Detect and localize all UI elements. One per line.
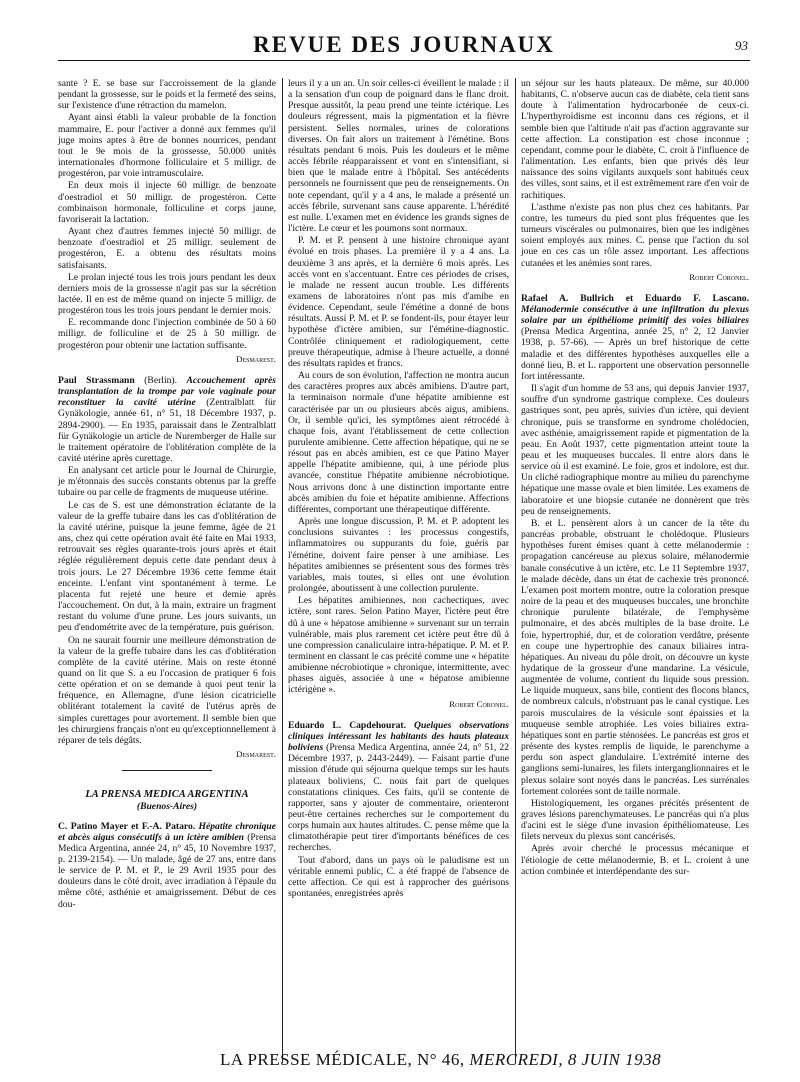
author-signature: Desmarest. [236, 353, 276, 364]
paragraph: leurs il y a un an. Un soir celles-ci éveillent le malade : il a la sensation d'un coup de poignard dans le flanc droit. Presque aussitôt, la peau prend une teinte ictérique. Les douleurs régressent, mais la pigmentation et la fièvre persistent. Selles normales, urines de colorations diverses. On fait alors un traitement à l'émétine. Bons résultats pendant 6 mois. Puis les douleurs et le même accès fébrile réapparaissent et vont en s'intensifiant, si bien que le malade entre à l'hôpital. Ses antécédents personnels ne fournissent que peu de renseignements. On note cependant, qu'il y a 4 ans, le malade a présenté un accès fébrile, survenant sans cause apparente. L'hérédité est nulle. L'examen met en évidence les grands signes de l'ictère. Le cœur et les poumons sont normaux. [288, 78, 509, 235]
page-footer [220, 1050, 661, 1070]
paragraph: E. recommande donc l'injection combinée de 50 à 60 milligr. de folliculine et de 25 à 50 milligr. de progestéron pour obtenir une lactation suffisante. [58, 317, 276, 351]
page-number: 93 [735, 38, 748, 53]
paragraph: Il s'agit d'un homme de 53 ans, qui depuis Janvier 1937, souffre d'un syndrome gastrique complexe. Ces douleurs gastriques sont, peu après, suivies d'un ictère, qui devient chronique, puis se transforme en syndrome cholédocien, avec asthénie, amaigrissement rapide et pigmentation de la peau. En Août 1937, cette pigmentation atteint toute la peau et les muqueuses buccales. Il entre alors dans le service où il est examiné. Le foie, gros et indolore, est dur. Un cliché radiographique montre au milieu du parenchyme hépatique une masse ovale et bien limitée. Les examens de laboratoire et une biopsie cutanée ne donnèrent que très peu de renseignements. [521, 383, 749, 517]
paragraph: En deux mois il injecte 60 milligr. de benzoate d'oestradiol et 50 milligr. de progestéron. Cette combinaison hormonale, folliculine et corps jaune, favoriserait la lactation. [58, 180, 276, 225]
paragraph: Les hépatites amibiennes, non cachectiques, avec ictère, sont rares. Selon Patino Mayer, l'ictère peut être dû à une « hépatose amibienne » survenant sur un terrain vulnérable, mais plus rarement cet ictère peut être dû à une compression canaliculaire intra-hépatique. P. M. et P. terminent en classant le cas précité comme une « hépatite amibienne nécrobiotique » chronique, intermittente, avec phases aiguës, associée à une « hépatose amibienne ictérigène ». [288, 595, 509, 696]
paragraph: Après avoir cherché le processus mécanique et l'étiologie de cette mélanodermie, B. et L. croient à une action combinée et interdépendante des sur- [521, 843, 749, 877]
paragraph: Le prolan injecté tous les trois jours pendant les deux derniers mois de la grossesse n'agit pas sur la sécrétion lactée. Il en est de même quand on injecte 5 milligr. de progestéron tous les trois jours pendant le dernier mois. [58, 271, 276, 317]
page-header [58, 30, 750, 61]
article-title: Hépatite chronique et abcès aigus consécutifs à un ictère amibien [58, 820, 276, 843]
author-signature: Robert Coronel. [449, 698, 509, 709]
paragraph: Ayant chez d'autres femmes injecté 50 milligr. de benzoate d'oestradiol et 25 milligr. seulement de progestéron, E. a obtenu des résultats moins satisfaisants. [58, 226, 276, 271]
article-heading [58, 821, 276, 910]
column-2 [288, 78, 509, 900]
column-1 [58, 78, 276, 911]
paragraph: Histologiquement, les organes précités présentent de graves lésions parenchymateuses. Le pancréas qui n'a plus d'acini est le siège d'une invasion épithéliomateuse. Les filets nerveux du plexus sont cancérisés. [521, 797, 749, 843]
paragraph: Ayant ainsi établi la valeur probable de la fonction mammaire, E. pour l'activer a donné aux femmes qu'il juge moins aptes à être de bonnes nourrices, pendant tout le 9e mois de la grossesse, 50.000 unités internationales d'hormone folliculaire et 5 milligr. de progestéron, par voie intramusculaire. [58, 112, 276, 180]
paragraph: Le cas de S. est une démonstration éclatante de la valeur de la greffe tubaire dans les cas d'oblitération de la cavité utérine, puisque la jeune femme, âgée de 21 ans, chez qui cette opération avait été faite en Mai 1933, retrouvait ses règles quarante-trois jours après et était réglée régulièrement depuis cette date pendant deux à trois jours. Le 27 Décembre 1936 cette femme était enceinte. L'enfant vint spontanément à terme. Le placenta fut rejeté une heure et demie après l'accouchement. On dut, à la main, extraire un fragment restant du volume d'une prune. Les jours suivants, un peu d'endométrite avec de la température, puis guérison. [58, 499, 276, 634]
article-author: Paul Strassmann [58, 374, 135, 386]
page-title: REVUE DES JOURNAUX [253, 32, 555, 57]
paragraph: sante ? E. se base sur l'accroissement de la glande pendant la grossesse, sur le poids et la fermeté des seins, sur l'existence d'une rétraction du mamelon. [58, 78, 276, 112]
paragraph: En analysant cet article pour le Journal de Chirurgie, je m'étonnais des succès constants obtenus par la greffe tubaire ou par celle de fragments de muqueuse utérine. [58, 465, 276, 499]
article-author: Eduardo L. Capdehourat. [288, 719, 406, 731]
author-place: (Berlin). [134, 374, 187, 386]
footer-journal: LA PRESSE MÉDICALE, N° 46, [220, 1050, 470, 1069]
article-author: C. Patino Mayer et F.-A. Pataro. [58, 820, 196, 832]
paragraph: B. et L. pensèrent alors à un cancer de la tête du pancréas probable, obstruant le cholédoque. Plusieurs hypothèses furent émises quant à cette mélanodermie : propagation cancéreuse au plexus solaire, mélanodermie banale consécutive à un ictère, etc. Le 11 Septembre 1937, le malade décède, dans un état de cachexie très prononcé. L'examen post mortem montre, outre la coloration presque noire de la peau et des muqueuses buccales, une bronchite chronique purulente bilatérale, de l'emphysème pulmonaire, et des abcès multiples de la base droite. Le foie, hypertrophié, dur, et de coloration verdâtre, présente en coupe une hypertrophie des canaux biliaires intra-hépatiques. Au niveau du pôle droit, on découvre un kyste hydatique de la grosseur d'une mandarine. La vésicule, augmentée de volume, contient du liquide sous pression. Le liquide muqueux, sans bile, contient des flocons blancs, de nombreux calculs, n'obstruant pas le canal cystique. Les parois musculaires de la vésicule sont épaissies et la muqueuse semble atrophiée. Les voies biliaires extra-hépatiques sont en partie sténosées. Le pancréas est gros et présente des kystes remplis de liquide, le parenchyme a perdu son aspect glandulaire. L'extrémité interne des ganglions semi-lunaires, les filets interganglionnaires et le plexus solaire sont noyés dans le pancréas. Les surrénales fortement colorées sont de taille normale. [521, 517, 749, 797]
column-divider-2 [515, 78, 516, 1063]
journal-section-title: LA PRENSA MEDICA ARGENTINA [85, 789, 249, 801]
article-heading [521, 293, 749, 382]
article-author: Rafael A. Bullrich et Eduardo F. Lascano. [521, 292, 749, 304]
article-title: Quelques observations cliniques intéressant les habitants des hauts plateaux boliviens [288, 719, 509, 754]
paragraph: L'asthme n'existe pas non plus chez ces habitants. Par contre, les tumeurs du pied sont plus fréquentes que les tumeurs viscérales ou pulmonaires, bien que les indigènes soient employés aux mines. C. pense que l'action du sol joue en ces cas un rôle assez important. Les affections cutanées et les anémies sont rares. [521, 201, 749, 269]
paragraph: un séjour sur les hauts plateaux. De même, sur 40.000 habitants, C. n'observe aucun cas de diabète, cela tient sans doute à l'alimentation hydrocarbonée de ceux-ci. L'hyperthyroïdisme est inconnu dans ces régions, et il semble bien que l'altitude n'ait pas d'action aggravante sur cette affection. La constipation est chose inconnue ; cependant, comme pour le diabète, C. croit à l'influence de l'alimentation. Les enfants, bien que privés dès leur naissance des soins vigilants auxquels sont habitués ceux des villes, sont sains, et il est extrêmement rare d'en voir de rachitiques. [521, 78, 749, 201]
author-signature: Desmarest. [236, 749, 276, 760]
article-title: Accouchement après transplantation de la trompe par voie vaginale pour reconstituer la cavité utérine [58, 374, 276, 409]
article-reference: (Prensa Medica Argentina, année 24, n° 51, 22 Décembre 1937, p. 2443-2449). — Faisant partie d'une mission d'étude qui séjourna quelque temps sur les hauts plateaux boliviens, C. nous fait part de quelques constatations cliniques. Ces faits, qu'il se contente de rapporter, sans y ajouter de commentaire, orienteront peut-être certaines recherches sur le comportement du corps humain aux hautes altitudes. C. pense même que la climatothérapie peut tirer d'importants bénéfices de ces recherches. [288, 742, 509, 854]
author-signature: Robert Coronel. [689, 271, 749, 282]
footer-date: MERCREDI, 8 JUIN 1938 [469, 1050, 662, 1069]
article-reference: (Prensa Medica Argentina, année 24, n° 45, 10 Novembre 1937, p. 2139-2154). — Un malade, âgé de 27 ans, entre dans le service de P. M. et P., le 29 Avril 1935 pour des douleurs dans le côté droit, avec irradiation à l'épaule du même côté, asthénie et amaigrissement. Début de ces dou- [58, 831, 276, 910]
paragraph: On ne saurait fournir une meilleure démonstration de la valeur de la greffe tubaire dans les cas d'oblitération complète de la cavité utérine. Mais on reste étonné quand on lit que S. a eu l'occasion de pratiquer 6 fois cette opération et on se demande à quoi peut tenir la fréquence, en Allemagne, d'une lésion cicatricielle oblitérant totalement la cavité de l'utérus après de simples curettages pour avortement. Il semble bien que les chirurgiens français n'ont eu qu'exceptionnellement à réparer de tels dégâts. [58, 634, 276, 746]
article-heading [288, 720, 509, 854]
paragraph: Au cours de son évolution, l'affection ne montra aucun des caractères propres aux abcès amibiens. D'autre part, la terminaison normale d'une hépatite amibienne est caractérisée par un ou plusieurs abcès aigus, amibiens. Or, il semble qu'ici, les symptômes aient rétrocédé à chaque fois, avant l'établissement de cette collection purulente amibienne. Cette affection hépatique, qui ne se résout pas en abcès amibien, est ce que Patino Mayer appelle l'hépatite amibienne, qui, à une période plus avancée, constitue l'hépatite amibienne nécrobiotique. Nous arrivons donc à une distinction importante entre abcès amibien du foie et hépatite amibienne. Affections différentes, comportant une thérapeutique différente. [288, 370, 509, 515]
article-reference: (Zentralblatt für Gynäkologie, année 61, n° 51, 18 Décembre 1937, p. 2894-2900). — En 1935, paraissait dans le Zentralblatt für Gynäkologie un article de Nuremberger de Halle sur le traitement opératoire de l'oblitération complète de la cavité utérine après curettage. [58, 397, 276, 464]
paragraph: Après une longue discussion, P. M. et P. adoptent les conclusions suivantes : les processus congestifs, inflammatoires ou suppurants du foie, guéris par l'émétine, doivent faire penser à une amibiase. Les hépatites amibiennes se présentent sous des formes très variables, mais toutes, si elles ont une évolution prolongée, aboutissent à une collection purulente. [288, 516, 509, 595]
section-divider [122, 770, 212, 771]
article-title: Mélanodermie consécutive à une infiltration du plexus solaire par un épithéliome primitif des voies biliaires [521, 303, 749, 327]
article-heading [58, 375, 276, 464]
journal-section-subtitle: (Buenos-Aires) [136, 801, 198, 813]
article-reference: (Prensa Medica Argentina, année 25, n° 2, 12 Janvier 1938, p. 57-66). — Après un bref historique de cette maladie et des différentes hypothèses auxquelles elle a donné lieu, B. et L. rapportent une observation personnelle fort intéressante. [521, 326, 749, 382]
column-divider-1 [282, 78, 283, 1063]
column-3 [521, 78, 749, 878]
paragraph: Tout d'abord, dans un pays où le paludisme est un véritable ennemi public, C. a été frappé de l'absence de cette affection. Ce qui est à rapprocher des guérisons spontanées, enregistrées après [288, 854, 509, 900]
paragraph: P. M. et P. pensent à une histoire chronique ayant évolué en trois phases. La première il y a 4 ans. La deuxième 3 ans après, et la dernière 6 mois après. Les accès vont en s'accentuant. Entre ces périodes de crises, le malade ne ressent aucun trouble. Les différents examens de laboratoires n'ont pas mis d'amibe en évidence. Cependant, seule l'émétine a donné de bons résultats. Aussi P. M. et P. se fondent-ils, pour étayer leur hypothèse d'ictère amibien, sur l'émétine-diagnostic. Contrôlée cliniquement et radiologiquement, cette preuve thérapeutique, admise à l'heure actuelle, a donné des résultats rapides et francs. [288, 235, 509, 369]
